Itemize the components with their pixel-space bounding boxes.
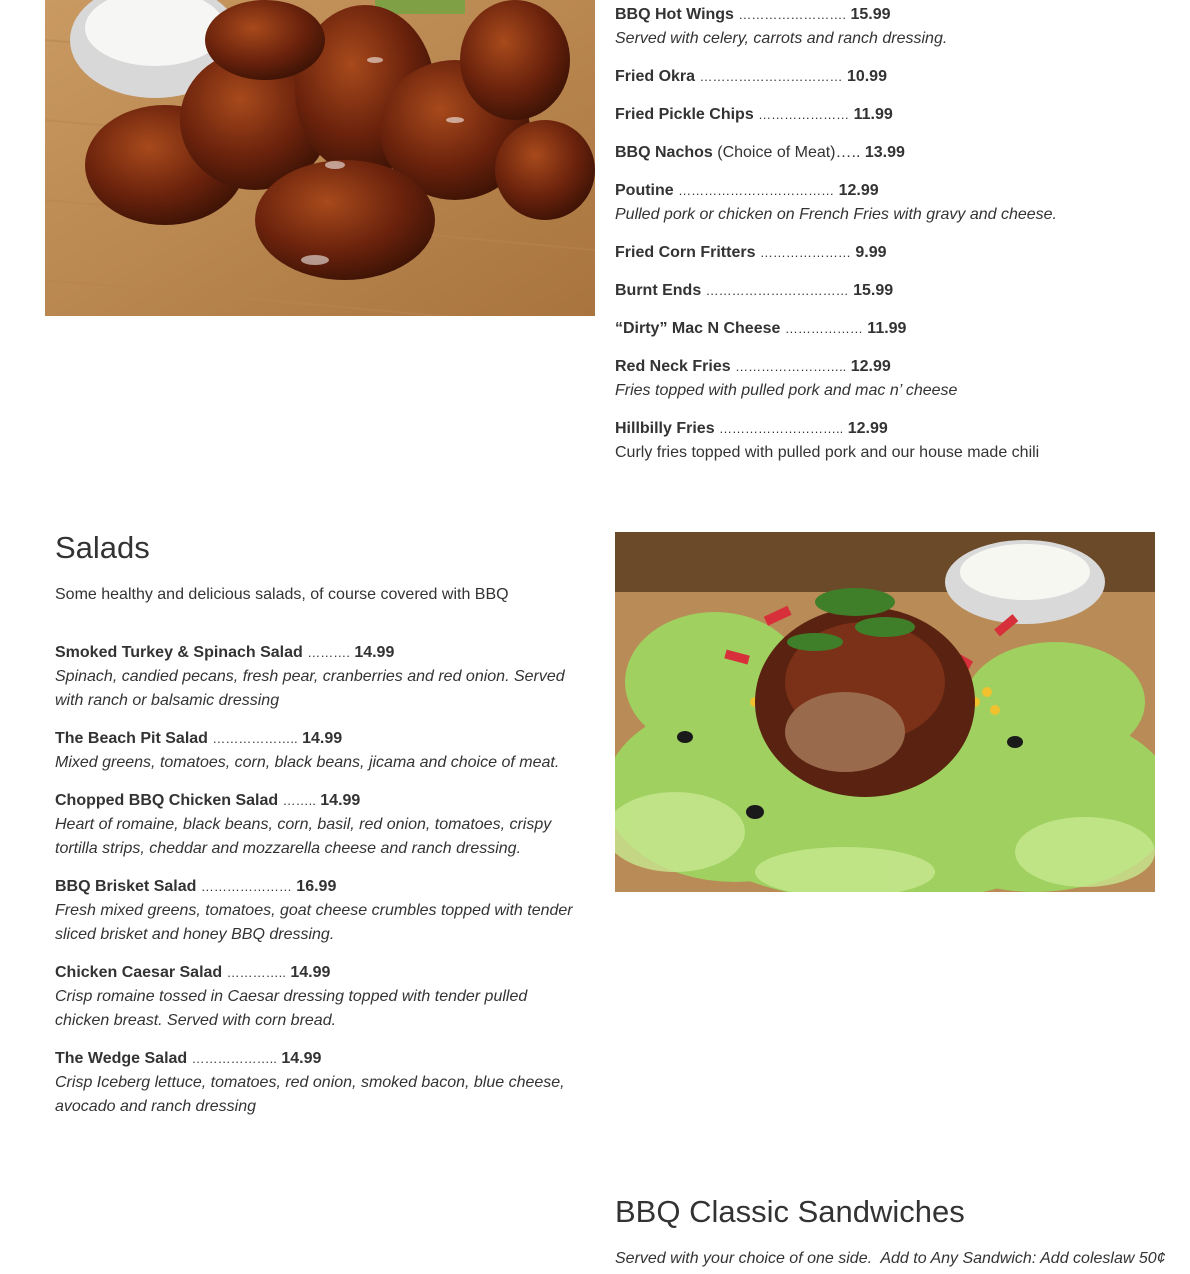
menu-item-price: 12.99 (847, 420, 888, 437)
dot-leader: ……………….. (212, 731, 298, 746)
menu-item-line (615, 355, 1175, 379)
menu-item-description: Pulled pork or chicken on French Fries with gravy and cheese. (615, 206, 1057, 223)
menu-item-name: Poutine (615, 182, 674, 199)
menu-item-line (615, 3, 1175, 27)
menu-item (55, 875, 585, 947)
sandwiches-title: BBQ Classic Sandwiches (615, 1194, 965, 1229)
dot-leader: ………. (307, 645, 350, 660)
menu-item-line (55, 875, 585, 899)
dot-leader: ……………………….. (719, 421, 844, 436)
menu-item-price: 15.99 (853, 282, 894, 299)
menu-item-description: Spinach, candied pecans, fresh pear, cranberries and red onion. Served with ranch or balsamic dressing (55, 668, 565, 709)
menu-item-line (615, 317, 1175, 341)
menu-item (55, 727, 585, 775)
menu-item-line (615, 241, 1175, 265)
menu-item-price: 14.99 (320, 792, 361, 809)
menu-item (55, 1047, 585, 1119)
menu-item-description: Heart of romaine, black beans, corn, basil, red onion, tomatoes, crispy tortilla strips, cheddar and mozzarella cheese and ranch dressing. (55, 816, 552, 857)
menu-item-name: Hillbilly Fries (615, 420, 715, 437)
menu-item-line (55, 1047, 585, 1071)
menu-item (615, 241, 1175, 265)
salads-subtitle: Some healthy and delicious salads, of course covered with BBQ (55, 586, 509, 603)
menu-item-description: Crisp romaine tossed in Caesar dressing topped with tender pulled chicken breast. Served with corn bread. (55, 988, 528, 1029)
menu-item-name: Fried Pickle Chips (615, 106, 754, 123)
dot-leader: …………………………… (699, 69, 843, 84)
salad-photo (615, 532, 1155, 892)
menu-item (55, 641, 585, 713)
dot-leader: …………………………… (705, 283, 849, 298)
menu-item (55, 961, 585, 1033)
dot-leader: ……………….. (191, 1051, 277, 1066)
menu-item-name: Smoked Turkey & Spinach Salad (55, 644, 303, 661)
menu-item-line (615, 103, 1175, 127)
menu-item-line (55, 961, 585, 985)
menu-item-name: “Dirty” Mac N Cheese (615, 320, 781, 337)
menu-item-line (615, 179, 1175, 203)
menu-item-price: 12.99 (850, 358, 891, 375)
menu-item-name: The Wedge Salad (55, 1050, 188, 1067)
menu-item-description: Crisp Iceberg lettuce, tomatoes, red onion, smoked bacon, blue cheese, avocado and ranch dressing (55, 1074, 565, 1115)
dot-leader: …….. (282, 793, 316, 808)
menu-item-price: 11.99 (867, 320, 907, 337)
menu-item-description: Served with celery, carrots and ranch dressing. (615, 30, 948, 47)
menu-item (615, 103, 1175, 127)
menu-item-price: 14.99 (281, 1050, 322, 1067)
menu-item-line (615, 141, 1175, 165)
menu-item-line (615, 65, 1175, 89)
menu-item-description: Mixed greens, tomatoes, corn, black beans, jicama and choice of meat. (55, 754, 560, 771)
menu-item (615, 417, 1175, 465)
menu-item-price: 13.99 (864, 144, 905, 161)
dot-leader: ………………… (759, 245, 851, 260)
menu-item-price: 14.99 (302, 730, 343, 747)
menu-item-name: Fried Okra (615, 68, 696, 85)
dot-leader: ……………………. (738, 7, 847, 22)
menu-item-price: 14.99 (354, 644, 395, 661)
menu-item-price: 16.99 (296, 878, 337, 895)
menu-item-name: BBQ Hot Wings (615, 6, 734, 23)
dot-leader: ………….. (226, 965, 286, 980)
menu-item-price: 9.99 (855, 244, 887, 261)
dot-leader: …………………….. (735, 359, 847, 374)
menu-item-description: Fries topped with pulled pork and mac n’ cheese (615, 382, 958, 399)
menu-item (615, 65, 1175, 89)
menu-item-note: (Choice of Meat)….. (712, 144, 861, 161)
menu-item-name: The Beach Pit Salad (55, 730, 208, 747)
menu-item-line (615, 279, 1175, 303)
menu-item-line (615, 417, 1175, 441)
menu-item-line (55, 641, 585, 665)
sandwiches-subtitle: Served with your choice of one side. Add to Any Sandwich: Add coleslaw 50¢ (615, 1250, 1166, 1267)
menu-item-description: Fresh mixed greens, tomatoes, goat cheese crumbles topped with tender sliced brisket and honey BBQ dressing. (55, 902, 573, 943)
menu-item-line (55, 789, 585, 813)
menu-item-description: Curly fries topped with pulled pork and our house made chili (615, 444, 1040, 461)
dot-leader: ……………… (784, 321, 863, 336)
menu-item-price: 14.99 (290, 964, 331, 981)
menu-item-name: Burnt Ends (615, 282, 702, 299)
menu-item (615, 279, 1175, 303)
menu-item-name: Chicken Caesar Salad (55, 964, 223, 981)
menu-item (615, 141, 1175, 165)
menu-item-name: Fried Corn Fritters (615, 244, 756, 261)
appetizers-list (615, 3, 1175, 479)
dot-leader: ………………… (758, 107, 850, 122)
wings-photo (45, 0, 595, 316)
menu-item (615, 179, 1175, 227)
menu-item (615, 355, 1175, 403)
menu-item-line (55, 727, 585, 751)
menu-item-price: 10.99 (846, 68, 887, 85)
menu-item-name: BBQ Nachos (615, 144, 713, 161)
menu-item (55, 789, 585, 861)
salads-list (55, 641, 585, 1133)
dot-leader: ……………………………… (678, 183, 835, 198)
menu-item-price: 11.99 (853, 106, 893, 123)
menu-item-name: Red Neck Fries (615, 358, 731, 375)
menu-item (615, 317, 1175, 341)
menu-item-price: 15.99 (850, 6, 891, 23)
salads-title: Salads (55, 530, 150, 565)
menu-item (615, 3, 1175, 51)
menu-item-price: 12.99 (838, 182, 879, 199)
menu-item-name: Chopped BBQ Chicken Salad (55, 792, 279, 809)
menu-item-name: BBQ Brisket Salad (55, 878, 197, 895)
dot-leader: ………………… (200, 879, 292, 894)
